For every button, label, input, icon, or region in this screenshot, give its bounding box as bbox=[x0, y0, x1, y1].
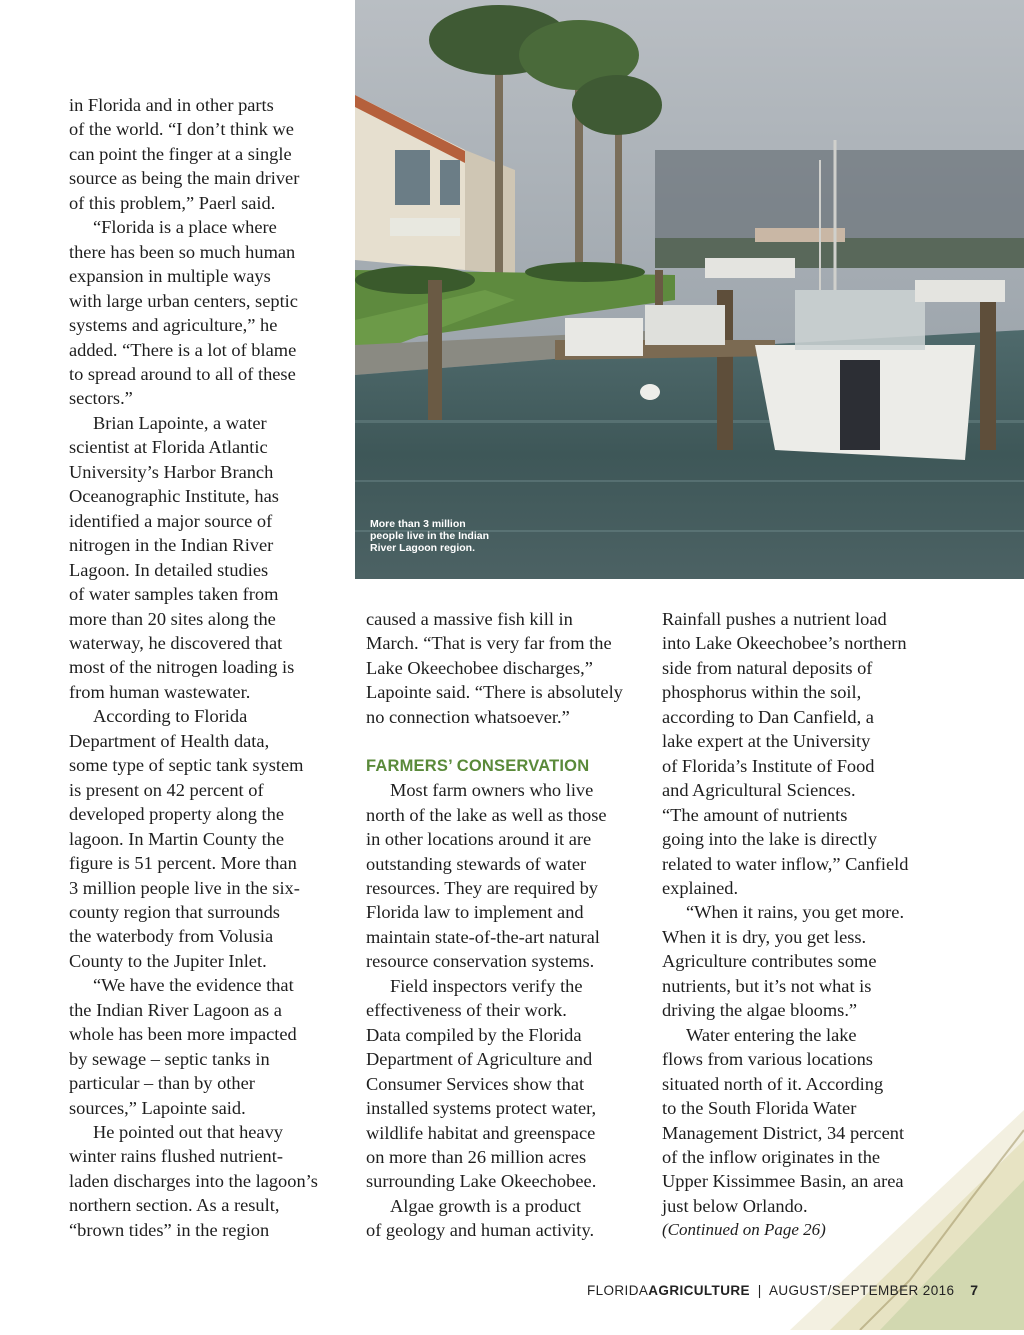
text-line: of this problem,” Paerl said. bbox=[69, 192, 276, 213]
publication-name-part1: FLORIDA bbox=[586, 1283, 649, 1298]
text-line: of the inflow originates in the bbox=[662, 1146, 881, 1167]
text-line: March. “That is very far from the bbox=[366, 633, 612, 654]
text-line: caused a massive fish kill in bbox=[366, 609, 573, 629]
text-line: no connection whatsoever.” bbox=[366, 706, 570, 727]
text-line: “brown tides” in the region bbox=[69, 1219, 270, 1240]
text-line: Brian Lapointe, a water bbox=[93, 412, 267, 433]
text-line: effectiveness of their work. bbox=[366, 1000, 567, 1021]
page-number: 7 bbox=[970, 1282, 978, 1298]
text-line: north of the lake as well as those bbox=[366, 804, 607, 825]
issue-date: AUGUST/SEPTEMBER 2016 bbox=[768, 1283, 955, 1298]
text-line: winter rains flushed nutrient- bbox=[69, 1146, 283, 1167]
text-line: driving the algae blooms.” bbox=[662, 1000, 858, 1021]
text-line: on more than 26 million acres bbox=[366, 1146, 587, 1167]
text-line: can point the finger at a single bbox=[69, 143, 292, 164]
article-column-1 bbox=[69, 93, 331, 1242]
text-line: lagoon. In Martin County the bbox=[69, 828, 285, 849]
text-line: phosphorus within the soil, bbox=[662, 682, 862, 703]
text-line: nutrients, but it’s not what is bbox=[662, 975, 872, 996]
caption-line: More than 3 million bbox=[370, 518, 466, 530]
text-line: Upper Kissimmee Basin, an area bbox=[662, 1171, 904, 1192]
text-line: resource conservation systems. bbox=[366, 951, 595, 972]
text-line: identified a major source of bbox=[69, 510, 273, 531]
text-line: surrounding Lake Okeechobee. bbox=[366, 1171, 597, 1192]
text-line: maintain state-of-the-art natural bbox=[366, 926, 600, 947]
photo-caption bbox=[370, 518, 520, 554]
text-line: northern section. As a result, bbox=[69, 1195, 280, 1216]
text-line: Rainfall pushes a nutrient load bbox=[662, 609, 887, 629]
text-line: there has been so much human bbox=[69, 241, 296, 262]
text-line: sources,” Lapointe said. bbox=[69, 1097, 246, 1118]
text-line: particular – than by other bbox=[69, 1073, 255, 1094]
text-line: from human wastewater. bbox=[69, 681, 251, 702]
text-line: Water entering the lake bbox=[686, 1024, 857, 1045]
caption-line: people live in the Indian bbox=[370, 530, 490, 542]
text-line: county region that surrounds bbox=[69, 901, 280, 922]
text-line: situated north of it. According bbox=[662, 1073, 884, 1094]
text-line: installed systems protect water, bbox=[366, 1098, 597, 1119]
section-heading: FARMERS’ CONSERVATION bbox=[366, 756, 590, 775]
text-line: “Florida is a place where bbox=[93, 217, 277, 238]
text-line: He pointed out that heavy bbox=[93, 1122, 283, 1143]
text-line: most of the nitrogen loading is bbox=[69, 657, 295, 678]
text-line: sectors.” bbox=[69, 388, 133, 409]
text-line: in other locations around it are bbox=[366, 829, 592, 850]
text-line: systems and agriculture,” he bbox=[69, 315, 278, 336]
text-line: When it is dry, you get less. bbox=[662, 926, 867, 947]
text-line: some type of septic tank system bbox=[69, 755, 304, 776]
text-line: the Indian River Lagoon as a bbox=[69, 999, 282, 1020]
article-column-3 bbox=[662, 607, 930, 1243]
text-line: 3 million people live in the six- bbox=[69, 877, 300, 898]
text-line: Most farm owners who live bbox=[390, 780, 594, 801]
text-line: and Agricultural Sciences. bbox=[662, 780, 856, 801]
text-line: developed property along the bbox=[69, 804, 284, 825]
text-line: resources. They are required by bbox=[366, 877, 598, 898]
text-line: by sewage – septic tanks in bbox=[69, 1048, 270, 1069]
text-line: Lapointe said. “There is absolutely bbox=[366, 682, 623, 703]
text-line: lake expert at the University bbox=[662, 731, 871, 752]
text-line: According to Florida bbox=[93, 706, 248, 727]
text-line: into Lake Okeechobee’s northern bbox=[662, 633, 907, 654]
text-line: of the world. “I don’t think we bbox=[69, 119, 294, 140]
text-line: figure is 51 percent. More than bbox=[69, 853, 297, 874]
continued-note: (Continued on Page 26) bbox=[662, 1220, 826, 1240]
text-line: more than 20 sites along the bbox=[69, 608, 276, 629]
text-line: Florida law to implement and bbox=[366, 902, 584, 923]
text-line: Lake Okeechobee discharges,” bbox=[366, 657, 593, 678]
text-line: Oceanographic Institute, has bbox=[69, 486, 279, 507]
footer-separator: | bbox=[757, 1283, 762, 1298]
text-line: Algae growth is a product bbox=[390, 1195, 582, 1216]
text-line: outstanding stewards of water bbox=[366, 853, 587, 874]
text-line: County to the Jupiter Inlet. bbox=[69, 950, 267, 971]
text-line: source as being the main driver bbox=[69, 168, 300, 189]
text-line: flows from various locations bbox=[662, 1049, 873, 1070]
text-line: scientist at Florida Atlantic bbox=[69, 437, 268, 458]
text-line: added. “There is a lot of blame bbox=[69, 339, 297, 360]
text-line: whole has been more impacted bbox=[69, 1024, 297, 1045]
text-line: Field inspectors verify the bbox=[390, 975, 583, 996]
text-line: according to Dan Canfield, a bbox=[662, 706, 874, 727]
caption-line: River Lagoon region. bbox=[370, 542, 476, 554]
text-line: Department of Agriculture and bbox=[366, 1049, 593, 1070]
text-line: waterway, he discovered that bbox=[69, 632, 283, 653]
text-line: “We have the evidence that bbox=[93, 975, 294, 996]
text-line: the waterbody from Volusia bbox=[69, 926, 274, 947]
marina-photo bbox=[355, 0, 1024, 579]
text-line: nitrogen in the Indian River bbox=[69, 535, 274, 556]
text-line: Consumer Services show that bbox=[366, 1073, 585, 1094]
text-line: University’s Harbor Branch bbox=[69, 461, 274, 482]
text-line: expansion in multiple ways bbox=[69, 266, 271, 287]
text-line: of water samples taken from bbox=[69, 584, 279, 605]
text-line: is present on 42 percent of bbox=[69, 779, 264, 800]
text-line: to the South Florida Water bbox=[662, 1098, 857, 1119]
page-footer bbox=[587, 1282, 978, 1298]
article-column-2 bbox=[366, 607, 636, 1243]
text-line: Department of Health data, bbox=[69, 730, 270, 751]
text-line: explained. bbox=[662, 877, 739, 898]
text-line: of Florida’s Institute of Food bbox=[662, 755, 875, 776]
text-line: Lagoon. In detailed studies bbox=[69, 559, 269, 580]
text-line: Data compiled by the Florida bbox=[366, 1024, 582, 1045]
publication-name-part2: AGRICULTURE bbox=[648, 1283, 750, 1298]
text-line: “The amount of nutrients bbox=[662, 804, 848, 825]
text-line: wildlife habitat and greenspace bbox=[366, 1122, 596, 1143]
text-line: of geology and human activity. bbox=[366, 1220, 595, 1241]
text-line: side from natural deposits of bbox=[662, 657, 873, 678]
text-line: going into the lake is directly bbox=[662, 829, 878, 850]
text-line: just below Orlando. bbox=[662, 1195, 808, 1216]
text-line: “When it rains, you get more. bbox=[686, 902, 905, 923]
text-line: Agriculture contributes some bbox=[662, 951, 877, 972]
text-line: laden discharges into the lagoon’s bbox=[69, 1170, 318, 1191]
text-line: Management District, 34 percent bbox=[662, 1122, 905, 1143]
text-line: with large urban centers, septic bbox=[69, 290, 298, 311]
text-line: in Florida and in other parts bbox=[69, 95, 274, 115]
paragraph-gap bbox=[366, 729, 636, 753]
text-line: related to water inflow,” Canfield bbox=[662, 853, 909, 874]
text-line: to spread around to all of these bbox=[69, 363, 296, 384]
